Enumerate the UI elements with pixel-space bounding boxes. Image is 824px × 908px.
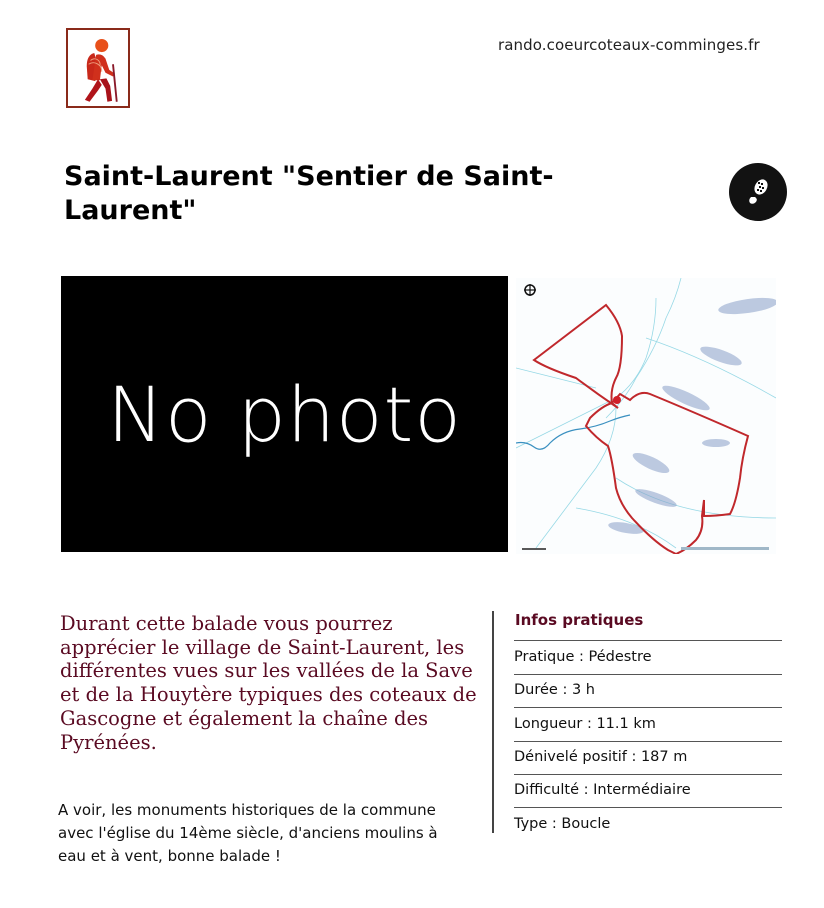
no-photo-text: No photo (107, 369, 462, 459)
hiker-logo (66, 28, 130, 108)
trail-description: Durant cette balade vous pourrez apprécier le village de Saint-Laurent, les différentes vues sur les vallées de la Save et de la Houytère typiques des coteaux de Gascogne et également la chaîne des Pyrénées. (60, 612, 477, 754)
divider (514, 774, 782, 775)
page-title: Saint-Laurent "Sentier de Saint-Laurent" (64, 161, 554, 226)
site-url[interactable]: rando.coeurcoteaux-comminges.fr (498, 36, 760, 54)
infos-pratiques-panel (492, 611, 812, 833)
divider (514, 707, 782, 708)
hiking-badge (729, 163, 787, 221)
info-difficulte: Difficulté : Intermédiaire (514, 782, 691, 798)
info-type: Type : Boucle (514, 816, 611, 832)
divider (514, 640, 782, 641)
footprint-icon (741, 175, 775, 209)
info-duree: Durée : 3 h (514, 682, 595, 698)
route-map[interactable] (516, 278, 776, 554)
info-longueur: Longueur : 11.1 km (514, 716, 656, 732)
hiker-icon (68, 30, 128, 106)
trail-highlights: A voir, les monuments historiques de la commune avec l'église du 14ème siècle, d'anciens moulins à eau et à vent, bonne balade ! (58, 801, 438, 865)
infos-title: Infos pratiques (515, 611, 644, 629)
photo-placeholder (61, 276, 508, 552)
divider (514, 807, 782, 808)
divider (514, 741, 782, 742)
divider (514, 674, 782, 675)
info-denivele: Dénivelé positif : 187 m (514, 749, 688, 765)
info-pratique: Pratique : Pédestre (514, 649, 652, 665)
map-graphic (516, 278, 776, 554)
